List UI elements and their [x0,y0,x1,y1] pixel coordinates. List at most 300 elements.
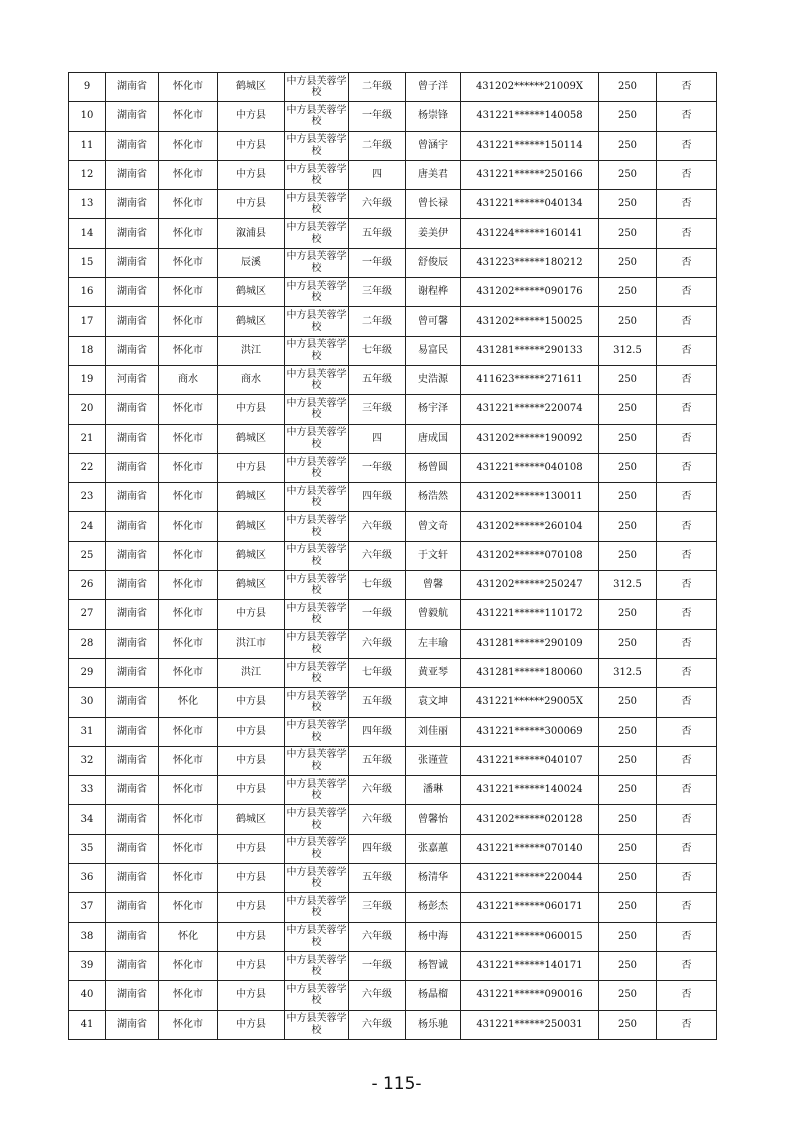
table-row [69,893,717,922]
cell-school: 中方县芙蓉学校 [285,219,349,248]
table-row [69,951,717,980]
table-row [69,541,717,570]
cell-province: 湖南省 [106,922,159,951]
cell-grade: 一年级 [349,248,406,277]
cell-amount: 250 [599,424,657,453]
cell-id-number: 431221******140171 [461,951,599,980]
cell-province: 湖南省 [106,278,159,307]
cell-flag: 否 [657,1010,717,1039]
cell-flag: 否 [657,219,717,248]
cell-city: 怀化市 [159,424,218,453]
cell-index: 18 [69,336,106,365]
cell-index: 39 [69,951,106,980]
cell-id-number: 431224******160141 [461,219,599,248]
cell-flag: 否 [657,336,717,365]
cell-city: 怀化市 [159,1010,218,1039]
cell-school: 中方县芙蓉学校 [285,73,349,102]
cell-school: 中方县芙蓉学校 [285,629,349,658]
cell-school: 中方县芙蓉学校 [285,658,349,687]
cell-grade: 五年级 [349,688,406,717]
cell-school: 中方县芙蓉学校 [285,541,349,570]
cell-grade: 六年级 [349,805,406,834]
cell-city: 怀化市 [159,864,218,893]
cell-flag: 否 [657,629,717,658]
table-row [69,424,717,453]
cell-province: 湖南省 [106,776,159,805]
cell-grade: 一年级 [349,102,406,131]
cell-province: 湖南省 [106,248,159,277]
cell-city: 怀化市 [159,776,218,805]
cell-grade: 六年级 [349,922,406,951]
cell-grade: 三年级 [349,893,406,922]
cell-name: 曾文奇 [406,512,461,541]
cell-school: 中方县芙蓉学校 [285,805,349,834]
cell-county: 鹤城区 [218,512,285,541]
cell-id-number: 431221******040107 [461,746,599,775]
cell-county: 辰溪 [218,248,285,277]
cell-id-number: 431221******220074 [461,395,599,424]
cell-school: 中方县芙蓉学校 [285,131,349,160]
cell-grade: 二年级 [349,131,406,160]
cell-school: 中方县芙蓉学校 [285,512,349,541]
cell-flag: 否 [657,424,717,453]
cell-flag: 否 [657,248,717,277]
table-row [69,805,717,834]
cell-amount: 250 [599,219,657,248]
cell-name: 杨智诚 [406,951,461,980]
cell-index: 37 [69,893,106,922]
cell-province: 湖南省 [106,307,159,336]
cell-province: 湖南省 [106,893,159,922]
cell-county: 溆浦县 [218,219,285,248]
cell-city: 怀化市 [159,131,218,160]
cell-city: 怀化市 [159,453,218,482]
cell-index: 12 [69,160,106,189]
table-row [69,73,717,102]
cell-county: 中方县 [218,717,285,746]
cell-county: 中方县 [218,776,285,805]
cell-city: 怀化 [159,922,218,951]
cell-school: 中方县芙蓉学校 [285,717,349,746]
cell-city: 怀化市 [159,658,218,687]
cell-flag: 否 [657,746,717,775]
cell-county: 鹤城区 [218,571,285,600]
table-row [69,160,717,189]
cell-id-number: 431281******290109 [461,629,599,658]
cell-city: 怀化市 [159,746,218,775]
table-row [69,395,717,424]
cell-index: 40 [69,981,106,1010]
cell-index: 9 [69,73,106,102]
cell-id-number: 431202******070108 [461,541,599,570]
cell-id-number: 431202******260104 [461,512,599,541]
cell-city: 怀化市 [159,219,218,248]
table-row [69,776,717,805]
cell-city: 怀化市 [159,805,218,834]
cell-county: 鹤城区 [218,805,285,834]
cell-index: 13 [69,190,106,219]
cell-city: 怀化市 [159,160,218,189]
cell-county: 中方县 [218,746,285,775]
cell-amount: 312.5 [599,336,657,365]
cell-amount: 250 [599,893,657,922]
cell-id-number: 431221******220044 [461,864,599,893]
cell-index: 25 [69,541,106,570]
cell-grade: 二年级 [349,307,406,336]
cell-grade: 四 [349,160,406,189]
cell-amount: 250 [599,717,657,746]
cell-id-number: 431221******250166 [461,160,599,189]
cell-county: 鹤城区 [218,307,285,336]
cell-amount: 250 [599,365,657,394]
cell-grade: 四年级 [349,483,406,512]
cell-amount: 312.5 [599,658,657,687]
cell-name: 张嘉蕙 [406,834,461,863]
cell-city: 怀化市 [159,336,218,365]
cell-county: 鹤城区 [218,483,285,512]
cell-city: 怀化市 [159,717,218,746]
cell-index: 36 [69,864,106,893]
cell-name: 曾涵宇 [406,131,461,160]
cell-flag: 否 [657,717,717,746]
cell-grade: 五年级 [349,864,406,893]
cell-school: 中方县芙蓉学校 [285,688,349,717]
cell-grade: 三年级 [349,395,406,424]
cell-city: 怀化市 [159,951,218,980]
cell-province: 湖南省 [106,1010,159,1039]
cell-index: 31 [69,717,106,746]
cell-id-number: 431221******150114 [461,131,599,160]
cell-index: 30 [69,688,106,717]
table-row [69,102,717,131]
cell-school: 中方县芙蓉学校 [285,453,349,482]
cell-school: 中方县芙蓉学校 [285,190,349,219]
cell-name: 左丰瑜 [406,629,461,658]
cell-school: 中方县芙蓉学校 [285,864,349,893]
cell-grade: 五年级 [349,219,406,248]
cell-amount: 250 [599,102,657,131]
cell-city: 怀化市 [159,102,218,131]
cell-index: 26 [69,571,106,600]
cell-name: 易富民 [406,336,461,365]
table-row [69,746,717,775]
cell-province: 湖南省 [106,571,159,600]
cell-province: 湖南省 [106,424,159,453]
cell-flag: 否 [657,131,717,160]
cell-city: 怀化市 [159,395,218,424]
cell-id-number: 431221******040134 [461,190,599,219]
cell-name: 曾馨 [406,571,461,600]
cell-grade: 七年级 [349,571,406,600]
cell-index: 22 [69,453,106,482]
cell-county: 中方县 [218,951,285,980]
cell-county: 洪江市 [218,629,285,658]
table-row [69,278,717,307]
cell-id-number: 431202******190092 [461,424,599,453]
cell-amount: 250 [599,278,657,307]
cell-school: 中方县芙蓉学校 [285,571,349,600]
cell-province: 湖南省 [106,102,159,131]
cell-grade: 六年级 [349,1010,406,1039]
cell-name: 杨乐驰 [406,1010,461,1039]
cell-grade: 七年级 [349,336,406,365]
cell-grade: 一年级 [349,951,406,980]
table-row [69,600,717,629]
cell-flag: 否 [657,864,717,893]
cell-province: 湖南省 [106,73,159,102]
cell-province: 河南省 [106,365,159,394]
cell-flag: 否 [657,922,717,951]
cell-name: 唐成国 [406,424,461,453]
cell-province: 湖南省 [106,981,159,1010]
cell-name: 史浩源 [406,365,461,394]
cell-id-number: 431202******020128 [461,805,599,834]
cell-flag: 否 [657,981,717,1010]
cell-county: 中方县 [218,893,285,922]
cell-city: 怀化 [159,688,218,717]
cell-city: 怀化市 [159,893,218,922]
cell-province: 湖南省 [106,864,159,893]
cell-grade: 四年级 [349,717,406,746]
cell-id-number: 431221******140058 [461,102,599,131]
cell-amount: 250 [599,160,657,189]
table-row [69,571,717,600]
cell-index: 29 [69,658,106,687]
cell-amount: 250 [599,541,657,570]
cell-school: 中方县芙蓉学校 [285,600,349,629]
cell-name: 唐美君 [406,160,461,189]
cell-id-number: 431223******180212 [461,248,599,277]
cell-school: 中方县芙蓉学校 [285,248,349,277]
cell-grade: 一年级 [349,600,406,629]
student-table [68,72,717,1040]
cell-name: 曾子洋 [406,73,461,102]
cell-amount: 250 [599,834,657,863]
cell-index: 21 [69,424,106,453]
cell-county: 中方县 [218,600,285,629]
cell-index: 28 [69,629,106,658]
cell-grade: 六年级 [349,776,406,805]
cell-school: 中方县芙蓉学校 [285,395,349,424]
cell-county: 中方县 [218,834,285,863]
cell-county: 中方县 [218,190,285,219]
cell-id-number: 411623******271611 [461,365,599,394]
cell-amount: 250 [599,483,657,512]
cell-name: 潘琳 [406,776,461,805]
cell-amount: 250 [599,951,657,980]
cell-school: 中方县芙蓉学校 [285,278,349,307]
cell-city: 怀化市 [159,512,218,541]
cell-flag: 否 [657,541,717,570]
cell-city: 怀化市 [159,278,218,307]
cell-name: 舒俊辰 [406,248,461,277]
cell-flag: 否 [657,395,717,424]
table-row [69,131,717,160]
cell-amount: 250 [599,776,657,805]
cell-flag: 否 [657,278,717,307]
cell-flag: 否 [657,805,717,834]
cell-province: 湖南省 [106,336,159,365]
cell-province: 湖南省 [106,834,159,863]
table-row [69,248,717,277]
cell-province: 湖南省 [106,190,159,219]
cell-province: 湖南省 [106,160,159,189]
cell-amount: 250 [599,73,657,102]
cell-city: 怀化市 [159,600,218,629]
cell-name: 刘佳丽 [406,717,461,746]
cell-grade: 六年级 [349,981,406,1010]
cell-county: 商水 [218,365,285,394]
table-row [69,717,717,746]
cell-index: 32 [69,746,106,775]
cell-province: 湖南省 [106,395,159,424]
cell-flag: 否 [657,365,717,394]
cell-province: 湖南省 [106,131,159,160]
cell-amount: 250 [599,746,657,775]
cell-grade: 二年级 [349,73,406,102]
cell-school: 中方县芙蓉学校 [285,160,349,189]
cell-county: 中方县 [218,102,285,131]
cell-province: 湖南省 [106,483,159,512]
cell-city: 怀化市 [159,541,218,570]
cell-name: 张谨萱 [406,746,461,775]
cell-index: 24 [69,512,106,541]
cell-id-number: 431221******250031 [461,1010,599,1039]
cell-index: 20 [69,395,106,424]
cell-grade: 六年级 [349,190,406,219]
cell-amount: 250 [599,922,657,951]
cell-school: 中方县芙蓉学校 [285,776,349,805]
cell-city: 商水 [159,365,218,394]
page-number: - 115- [371,1074,422,1094]
cell-city: 怀化市 [159,629,218,658]
cell-school: 中方县芙蓉学校 [285,102,349,131]
cell-county: 中方县 [218,864,285,893]
cell-school: 中方县芙蓉学校 [285,922,349,951]
cell-school: 中方县芙蓉学校 [285,307,349,336]
cell-name: 袁文坤 [406,688,461,717]
table-row [69,365,717,394]
cell-id-number: 431221******060015 [461,922,599,951]
cell-id-number: 431221******29005X [461,688,599,717]
cell-flag: 否 [657,190,717,219]
cell-school: 中方县芙蓉学校 [285,951,349,980]
cell-county: 中方县 [218,1010,285,1039]
cell-id-number: 431202******150025 [461,307,599,336]
cell-name: 杨浩然 [406,483,461,512]
cell-index: 41 [69,1010,106,1039]
cell-flag: 否 [657,512,717,541]
cell-school: 中方县芙蓉学校 [285,336,349,365]
cell-index: 17 [69,307,106,336]
cell-id-number: 431221******060171 [461,893,599,922]
table-row [69,864,717,893]
cell-city: 怀化市 [159,834,218,863]
cell-county: 中方县 [218,981,285,1010]
cell-province: 湖南省 [106,658,159,687]
cell-flag: 否 [657,658,717,687]
cell-name: 杨曾圆 [406,453,461,482]
cell-id-number: 431221******110172 [461,600,599,629]
cell-name: 曾可馨 [406,307,461,336]
cell-id-number: 431202******130011 [461,483,599,512]
table-row [69,688,717,717]
table-row [69,483,717,512]
cell-amount: 250 [599,512,657,541]
cell-province: 湖南省 [106,746,159,775]
cell-amount: 250 [599,688,657,717]
cell-grade: 一年级 [349,453,406,482]
cell-grade: 五年级 [349,365,406,394]
cell-school: 中方县芙蓉学校 [285,981,349,1010]
cell-flag: 否 [657,73,717,102]
table-row [69,219,717,248]
cell-grade: 四 [349,424,406,453]
table-row [69,512,717,541]
cell-flag: 否 [657,776,717,805]
cell-county: 鹤城区 [218,278,285,307]
cell-province: 湖南省 [106,688,159,717]
cell-flag: 否 [657,483,717,512]
cell-index: 19 [69,365,106,394]
cell-amount: 250 [599,981,657,1010]
table-row [69,658,717,687]
cell-county: 中方县 [218,453,285,482]
cell-flag: 否 [657,951,717,980]
cell-name: 杨清华 [406,864,461,893]
cell-grade: 六年级 [349,541,406,570]
cell-flag: 否 [657,834,717,863]
cell-id-number: 431202******21009X [461,73,599,102]
cell-index: 34 [69,805,106,834]
cell-amount: 250 [599,307,657,336]
table-row [69,453,717,482]
cell-flag: 否 [657,571,717,600]
table-row [69,922,717,951]
cell-name: 杨宇泽 [406,395,461,424]
cell-index: 14 [69,219,106,248]
cell-county: 中方县 [218,160,285,189]
cell-index: 35 [69,834,106,863]
cell-county: 中方县 [218,688,285,717]
cell-school: 中方县芙蓉学校 [285,365,349,394]
cell-amount: 250 [599,190,657,219]
cell-name: 杨中海 [406,922,461,951]
cell-county: 洪江 [218,658,285,687]
cell-index: 33 [69,776,106,805]
table-row [69,190,717,219]
cell-index: 38 [69,922,106,951]
cell-index: 11 [69,131,106,160]
cell-amount: 250 [599,453,657,482]
cell-name: 曾馨怡 [406,805,461,834]
cell-city: 怀化市 [159,483,218,512]
cell-name: 杨崇锋 [406,102,461,131]
cell-id-number: 431221******140024 [461,776,599,805]
cell-name: 曾毅航 [406,600,461,629]
cell-id-number: 431221******090016 [461,981,599,1010]
cell-province: 湖南省 [106,453,159,482]
cell-name: 于文轩 [406,541,461,570]
cell-city: 怀化市 [159,571,218,600]
cell-grade: 七年级 [349,658,406,687]
cell-city: 怀化市 [159,190,218,219]
cell-flag: 否 [657,600,717,629]
cell-amount: 250 [599,629,657,658]
cell-amount: 312.5 [599,571,657,600]
cell-province: 湖南省 [106,629,159,658]
cell-flag: 否 [657,160,717,189]
